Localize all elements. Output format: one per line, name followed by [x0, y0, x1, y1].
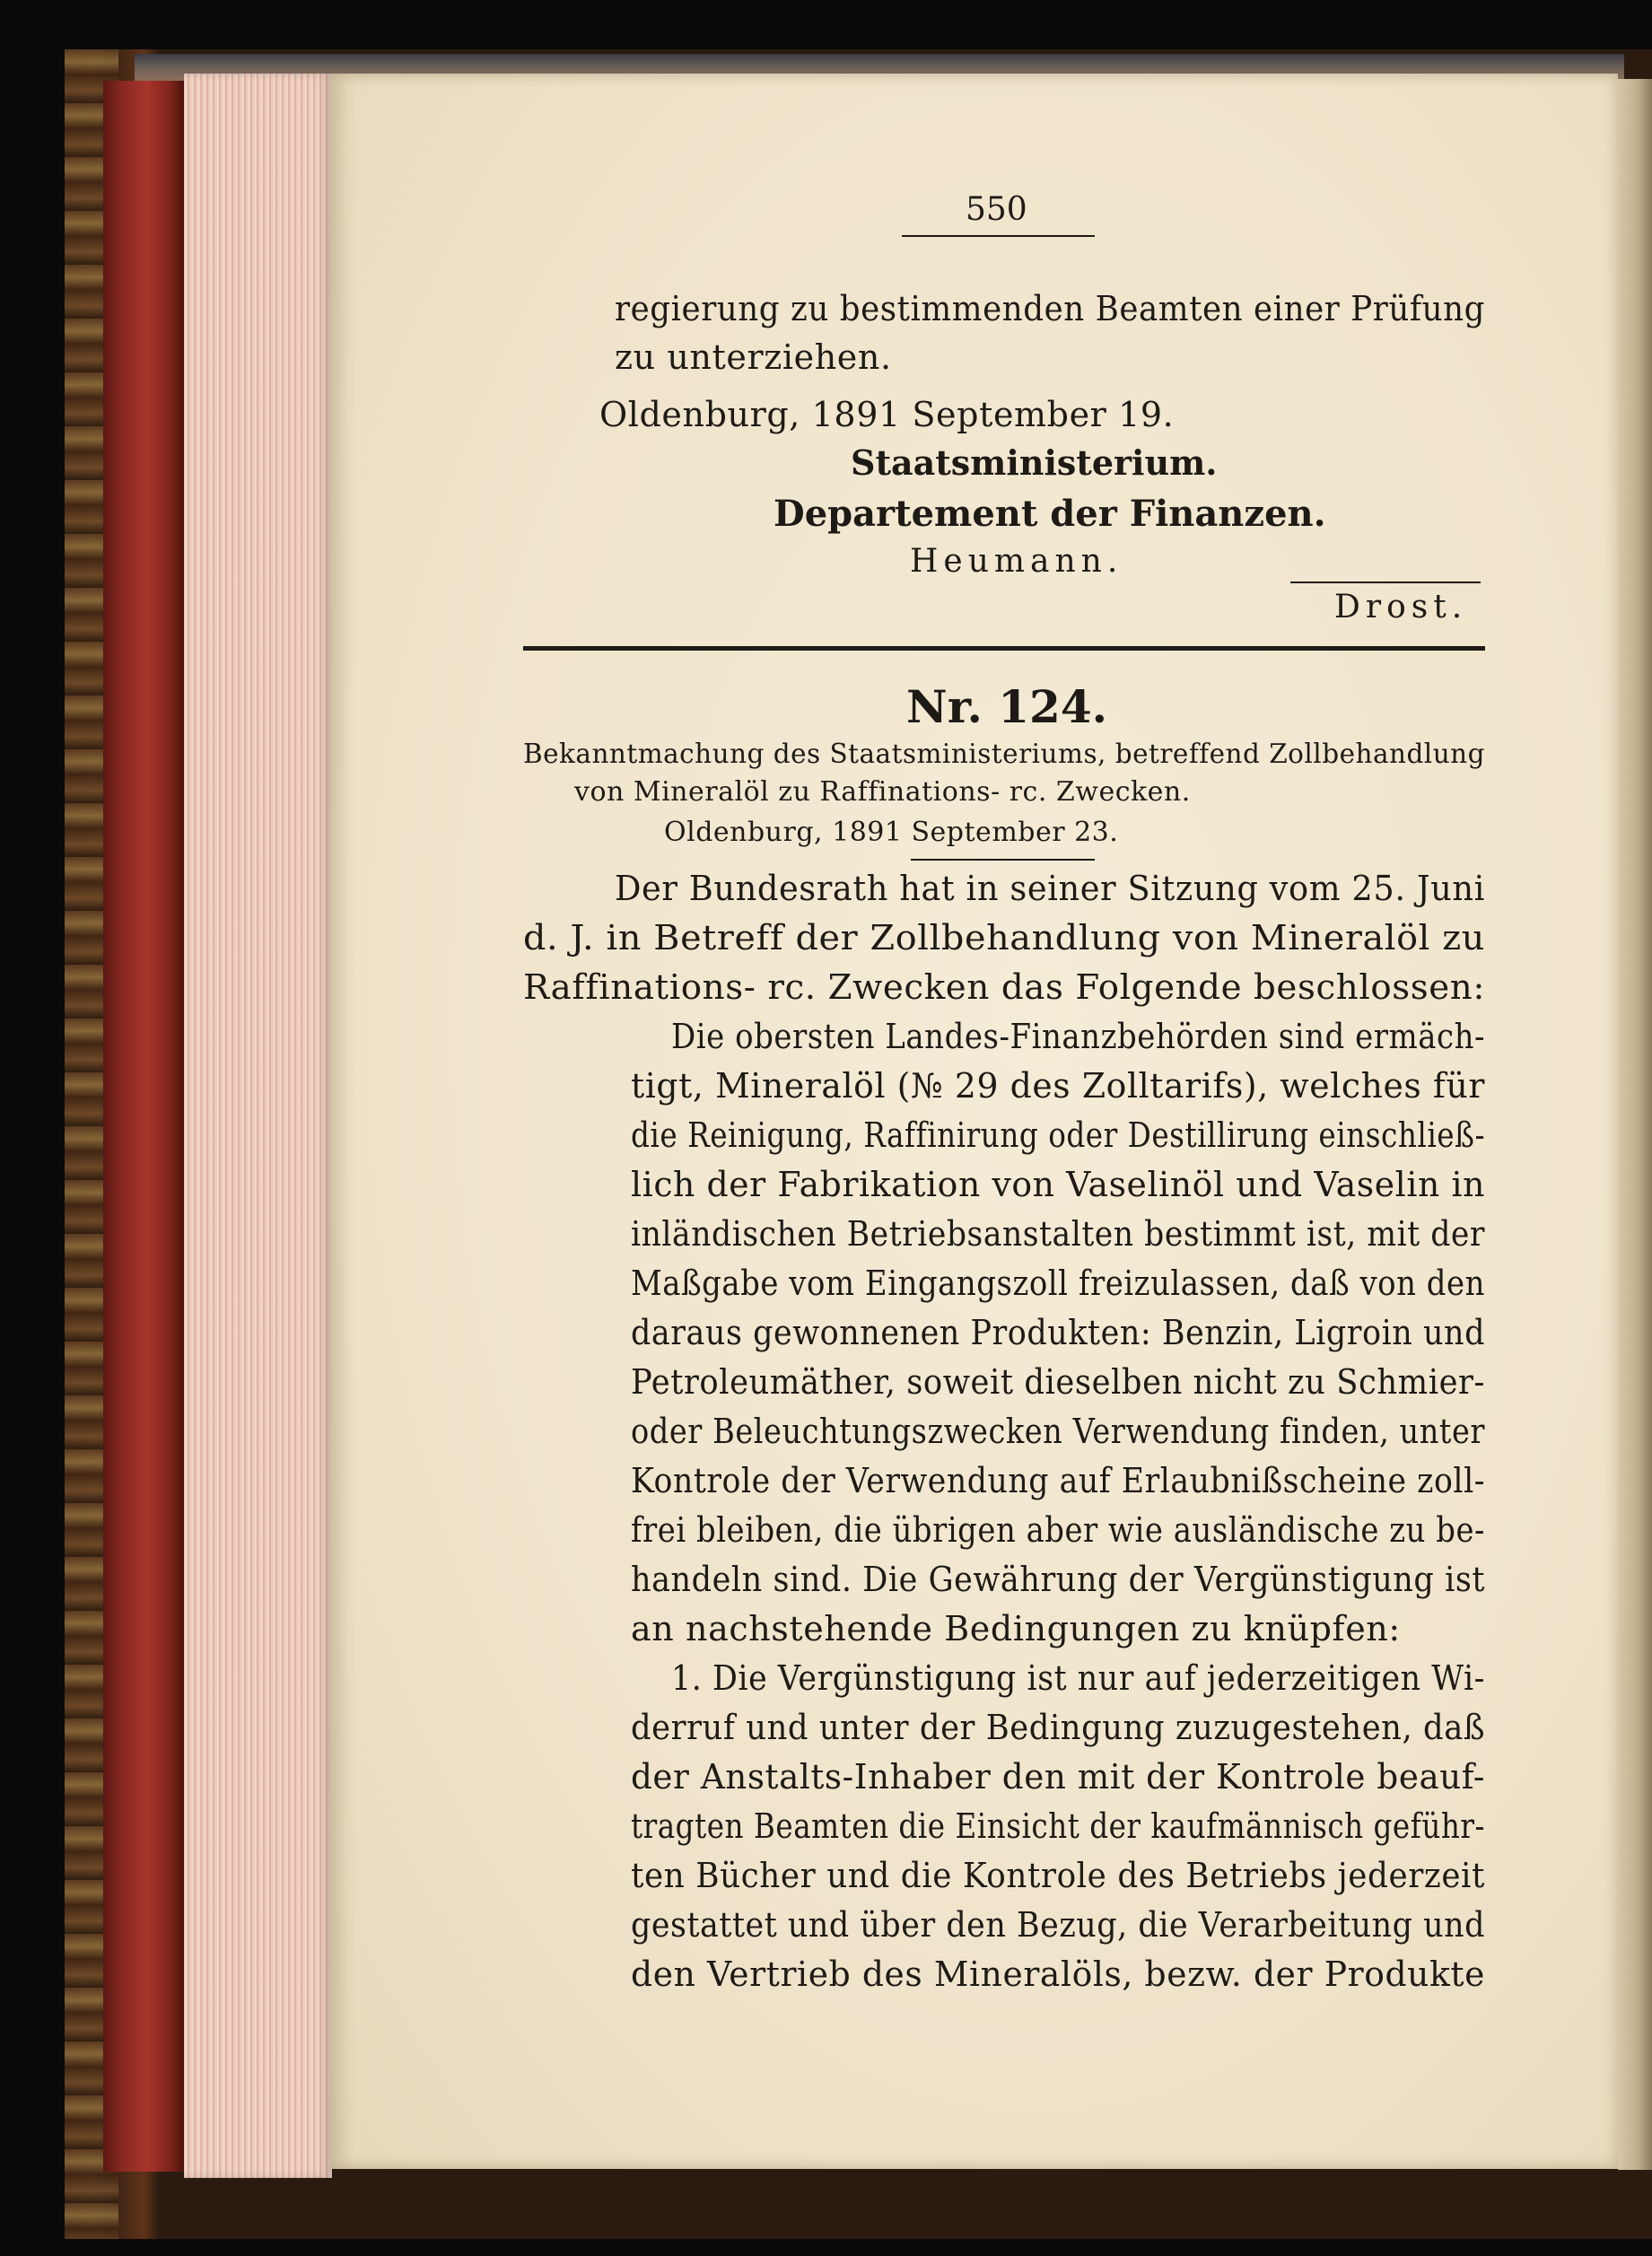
- body-line: d. J. in Betreff der Zollbehandlung von Mineralöl zu: [523, 918, 1485, 957]
- section-divider: [523, 646, 1485, 651]
- body-line: Raffinations- rc. Zwecken das Folgende beschlossen:: [523, 967, 1485, 1007]
- next-page-edge: [1618, 79, 1652, 2170]
- section-subtitle-line-2: von Mineralöl zu Raffinations- rc. Zwecken.: [574, 776, 1191, 808]
- body-line: die Reinigung, Raffinirung oder Destillirung einschließ-: [631, 1115, 1485, 1155]
- body-line: handeln sind. Die Gewährung der Vergünstigung ist: [631, 1560, 1485, 1599]
- body-line: gestattet und über den Bezug, die Verarbeitung und: [631, 1905, 1485, 1945]
- book-red-edge: [103, 81, 184, 2172]
- prev-text-line-2: zu unterziehen.: [615, 337, 892, 377]
- section-subtitle-line-1: Bekanntmachung des Staatsministeriums, betreffend Zollbehandlung: [523, 739, 1485, 770]
- body-line: tigt, Mineralöl (№ 29 des Zolltarifs), welches für: [631, 1066, 1485, 1106]
- signer-drost: Drost.: [1334, 589, 1468, 625]
- body-line: derruf und unter der Bedingung zuzugestehen, daß: [631, 1708, 1485, 1747]
- body-line: der Anstalts-Inhaber den mit der Kontrole beauf-: [631, 1757, 1485, 1797]
- prev-place-date: Oldenburg, 1891 September 19.: [599, 395, 1175, 434]
- body-line: an nachstehende Bedingungen zu knüpfen:: [631, 1609, 1401, 1648]
- ministry-signature: Staatsministerium.: [851, 442, 1218, 483]
- page-number: 550: [966, 191, 1027, 228]
- body-line: 1. Die Vergünstigung ist nur auf jederzeitigen Wi-: [671, 1658, 1485, 1698]
- body-line: Die obersten Landes-Finanzbehörden sind ermäch-: [671, 1017, 1485, 1056]
- signer-heumann: Heumann.: [910, 543, 1123, 580]
- body-line: frei bleiben, die übrigen aber wie ausländische zu be-: [631, 1510, 1485, 1550]
- section-date-rule: [911, 859, 1095, 861]
- body-line: Kontrole der Verwendung auf Erlaubnißscheine zoll-: [631, 1461, 1485, 1500]
- body-line: lich der Fabrikation von Vaselinöl und Vaselin in: [631, 1165, 1485, 1204]
- body-line: inländischen Betriebsanstalten bestimmt ist, mit der: [631, 1214, 1485, 1254]
- page-number-rule: [902, 235, 1095, 237]
- section-number: Nr. 124.: [906, 680, 1108, 733]
- body-line: den Vertrieb des Mineralöls, bezw. der Produkte: [631, 1954, 1485, 1994]
- signer-rule: [1290, 581, 1481, 583]
- page-stack: [184, 74, 332, 2178]
- body-line: oder Beleuchtungszwecken Verwendung finden, unter: [631, 1412, 1485, 1451]
- prev-text-line-1: regierung zu bestimmenden Beamten einer Prüfung: [615, 289, 1485, 328]
- body-line: ten Bücher und die Kontrole des Betriebs jederzeit: [631, 1856, 1485, 1895]
- body-line: Maßgabe vom Eingangszoll freizulassen, daß von den: [631, 1264, 1485, 1303]
- body-line: Petroleumäther, soweit dieselben nicht zu Schmier-: [631, 1362, 1485, 1402]
- body-line: Der Bundesrath hat in seiner Sitzung vom 25. Juni: [615, 869, 1485, 908]
- section-date: Oldenburg, 1891 September 23.: [664, 817, 1119, 848]
- department-signature: Departement der Finanzen.: [774, 493, 1326, 535]
- body-line: daraus gewonnenen Produkten: Benzin, Ligroin und: [631, 1313, 1485, 1352]
- body-line: tragten Beamten die Einsicht der kaufmännisch geführ-: [631, 1806, 1485, 1846]
